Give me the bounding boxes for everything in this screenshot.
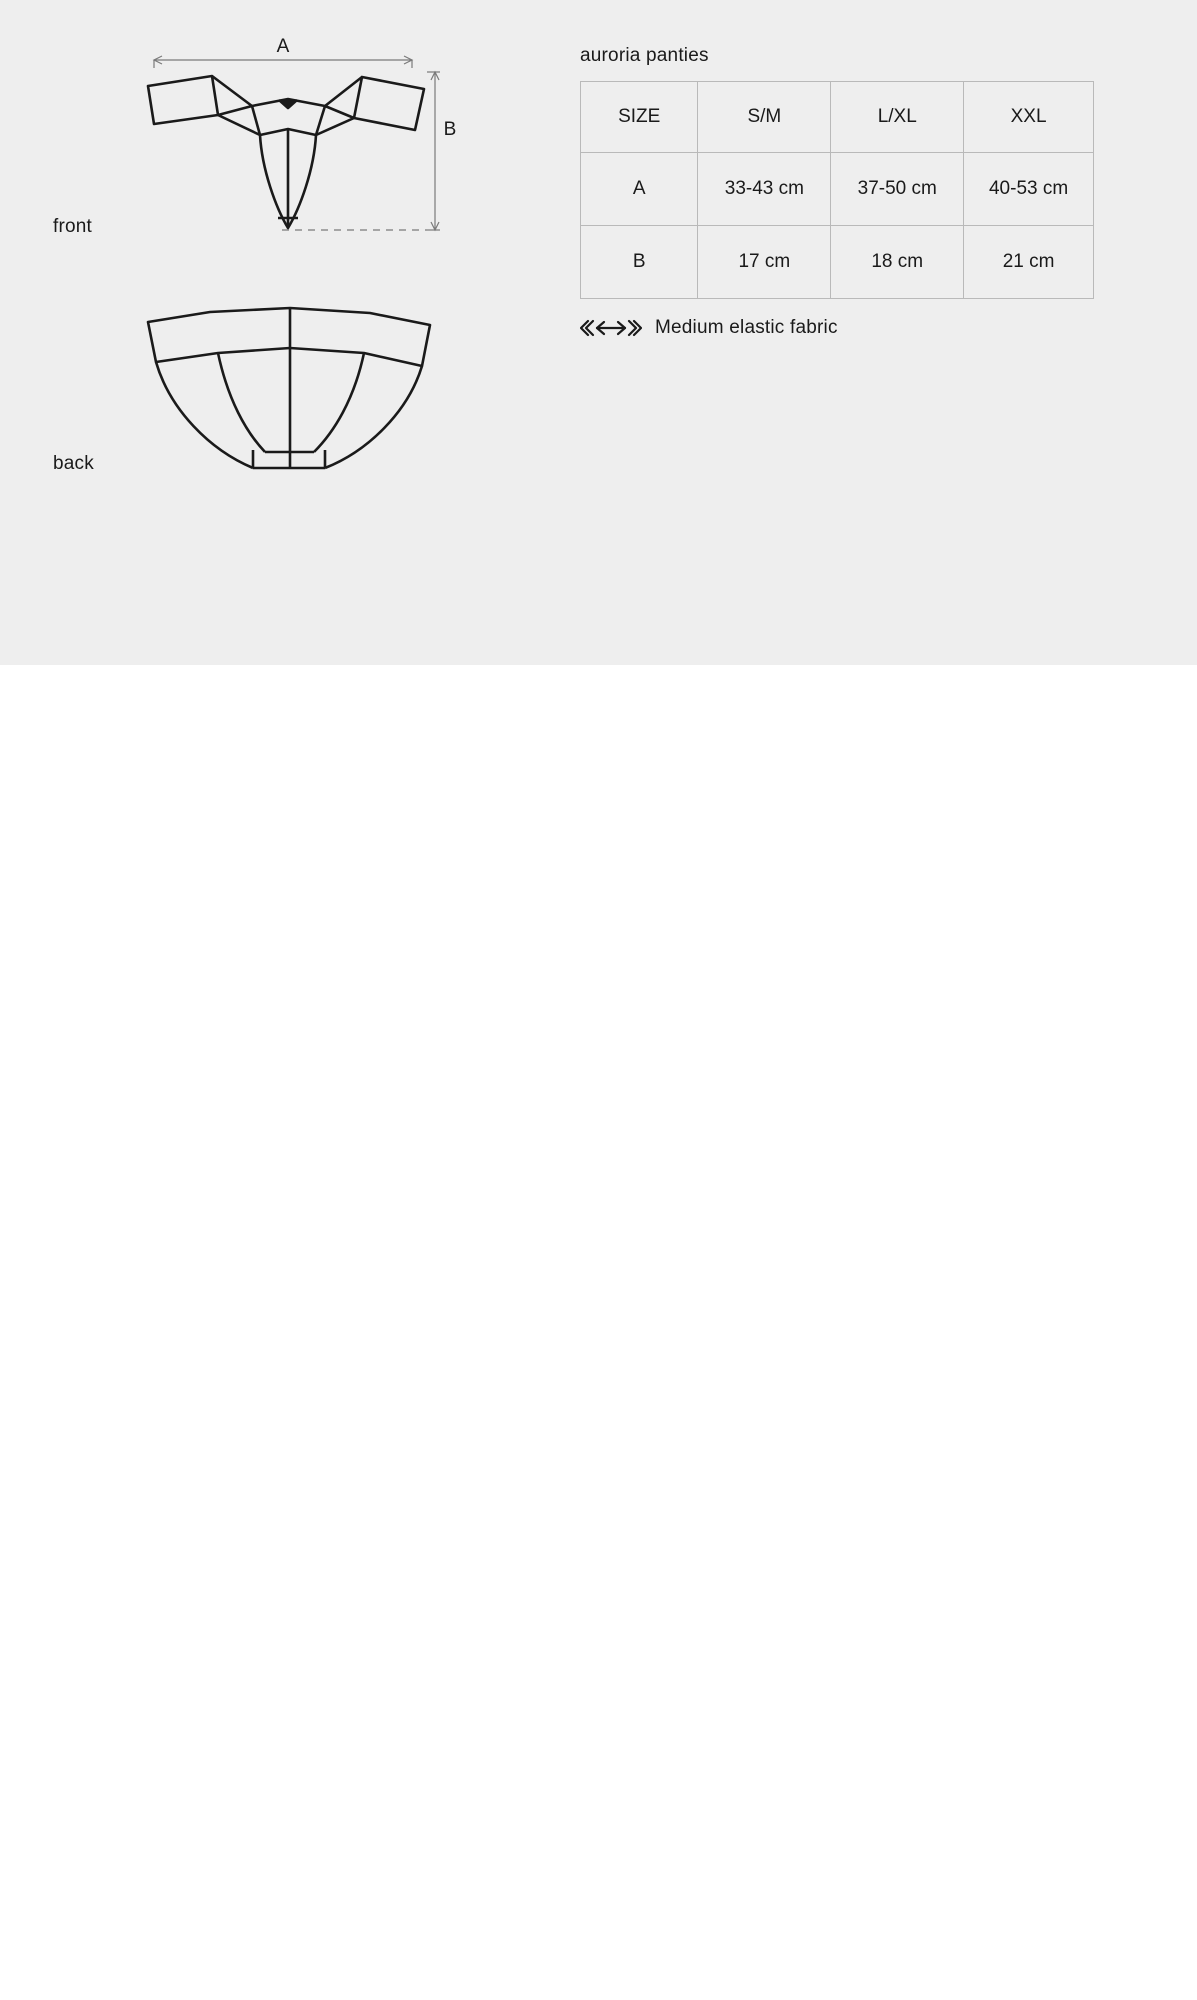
table-row: [581, 226, 1094, 299]
table-header-cell: SIZE: [581, 82, 698, 153]
back-panty-diagram: [140, 300, 480, 485]
table-header-cell: L/XL: [831, 82, 964, 153]
double-arrow-elastic-icon: [580, 317, 642, 339]
table-row-label: A: [581, 153, 698, 226]
dimension-b-line: [427, 72, 440, 230]
fabric-note-text: Medium elastic fabric: [655, 317, 838, 338]
size-table-area: [580, 45, 1110, 339]
dimension-a-label: A: [276, 36, 290, 57]
table-header-row: [581, 82, 1094, 153]
back-garment-outline: [148, 308, 430, 468]
table-cell: 37-50 cm: [831, 153, 964, 226]
table-header-cell: S/M: [698, 82, 831, 153]
front-panty-diagram: [140, 30, 480, 245]
dimension-b-label: B: [443, 119, 457, 140]
size-chart-panel: [0, 0, 1197, 665]
fabric-note: [580, 317, 1110, 339]
table-header-cell: XXL: [964, 82, 1094, 153]
table-cell: 17 cm: [698, 226, 831, 299]
table-cell: 40-53 cm: [964, 153, 1094, 226]
table-cell: 18 cm: [831, 226, 964, 299]
front-view-label: front: [53, 216, 93, 237]
front-garment-outline: [148, 76, 424, 228]
size-table: [580, 81, 1094, 299]
table-row: [581, 153, 1094, 226]
back-view-label: back: [53, 453, 94, 474]
table-cell: 21 cm: [964, 226, 1094, 299]
product-name: auroria panties: [580, 45, 709, 66]
table-cell: 33-43 cm: [698, 153, 831, 226]
dimension-a-line: [154, 56, 412, 68]
table-row-label: B: [581, 226, 698, 299]
